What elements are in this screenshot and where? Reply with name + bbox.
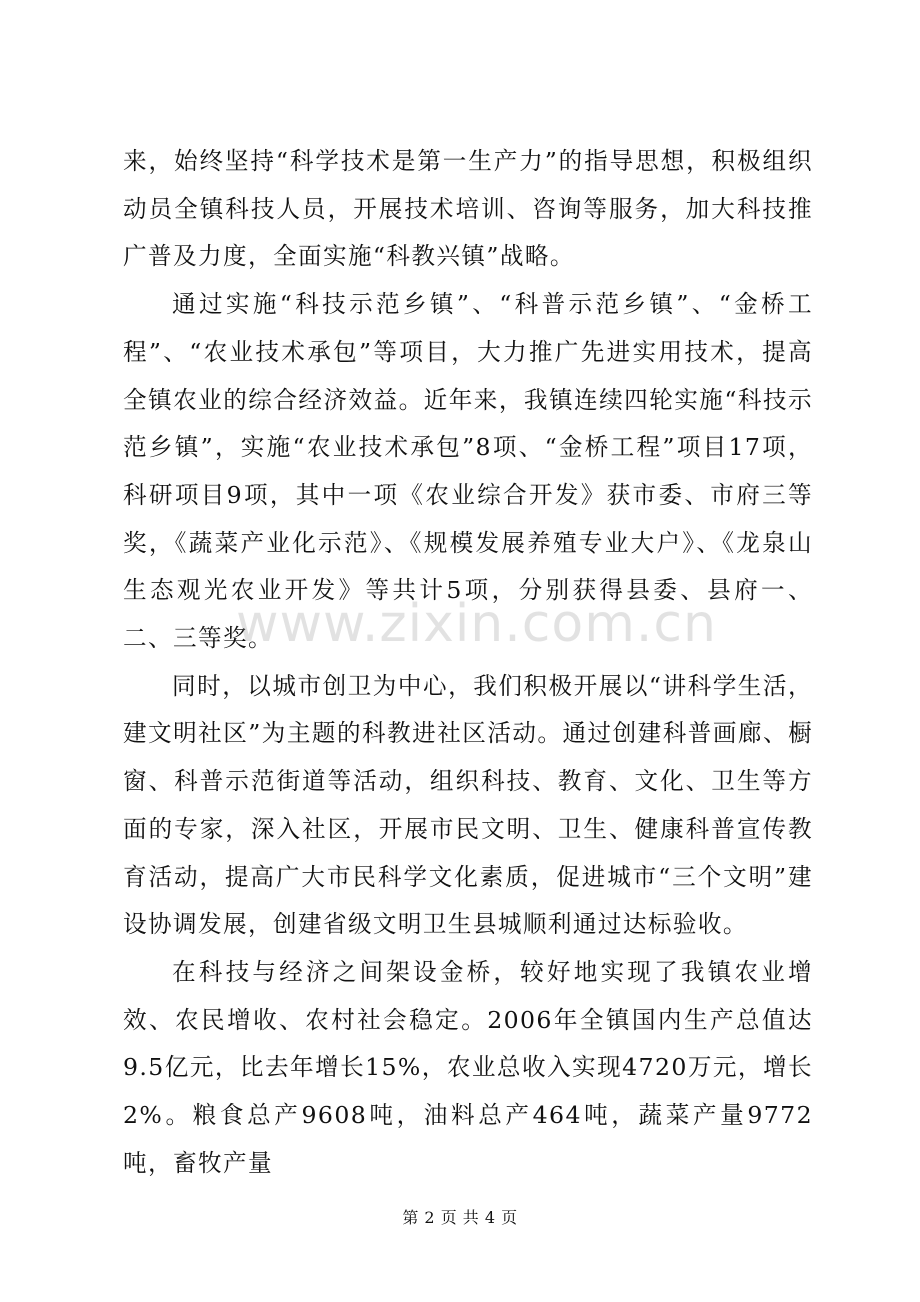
paragraph-1: 来，始终坚持“科学技术是第一生产力”的指导思想，积极组织动员全镇科技人员，开展技术培训、咨询等服务，加大科技推广普及力度，全面实施“科教兴镇”战略。 — [123, 147, 813, 271]
watermark: www.zixin.com.cn — [236, 594, 717, 654]
paragraph-2: 通过实施“科技示范乡镇”、“科普示范乡镇”、“金桥工程”、“农业技术承包”等项目，大力推广先进实用技术，提高全镇农业的综合经济效益。近年来，我镇连续四轮实施“科技示范乡镇”，实施“农业技术承包”8项、“金桥工程”项目17项，科研项目9项，其中一项《农业综合开发》获市委、市府三等奖，《蔬菜产业化示范》、《规模发展养殖专业大户》、《龙泉山生态观光农业开发》等共计5项，分别获得县委、县府一、二、三等奖。 — [123, 290, 813, 653]
page-footer: 第 2 页 共 4 页 — [402, 1208, 518, 1227]
paragraph-3: 同时，以城市创卫为中心，我们积极开展以“讲科学生活，建文明社区”为主题的科教进社区活动。通过创建科普画廊、橱窗、科普示范街道等活动，组织科技、教育、文化、卫生等方面的专家，深入社区，开展市民文明、卫生、健康科普宣传教育活动，提高广大市民科学文化素质，促进城市“三个文明”建设协调发展，创建省级文明卫生县城顺利通过达标验收。 — [123, 671, 813, 939]
document-body — [123, 138, 813, 1187]
paragraph-4: 在科技与经济之间架设金桥，较好地实现了我镇农业增效、农民增收、农村社会稳定。2006年全镇国内生产总值达9.5亿元，比去年增长15%，农业总收入实现4720万元，增长2%。粮食总产9608吨，油料总产464吨，蔬菜产量9772吨，畜牧产量 — [123, 957, 813, 1177]
